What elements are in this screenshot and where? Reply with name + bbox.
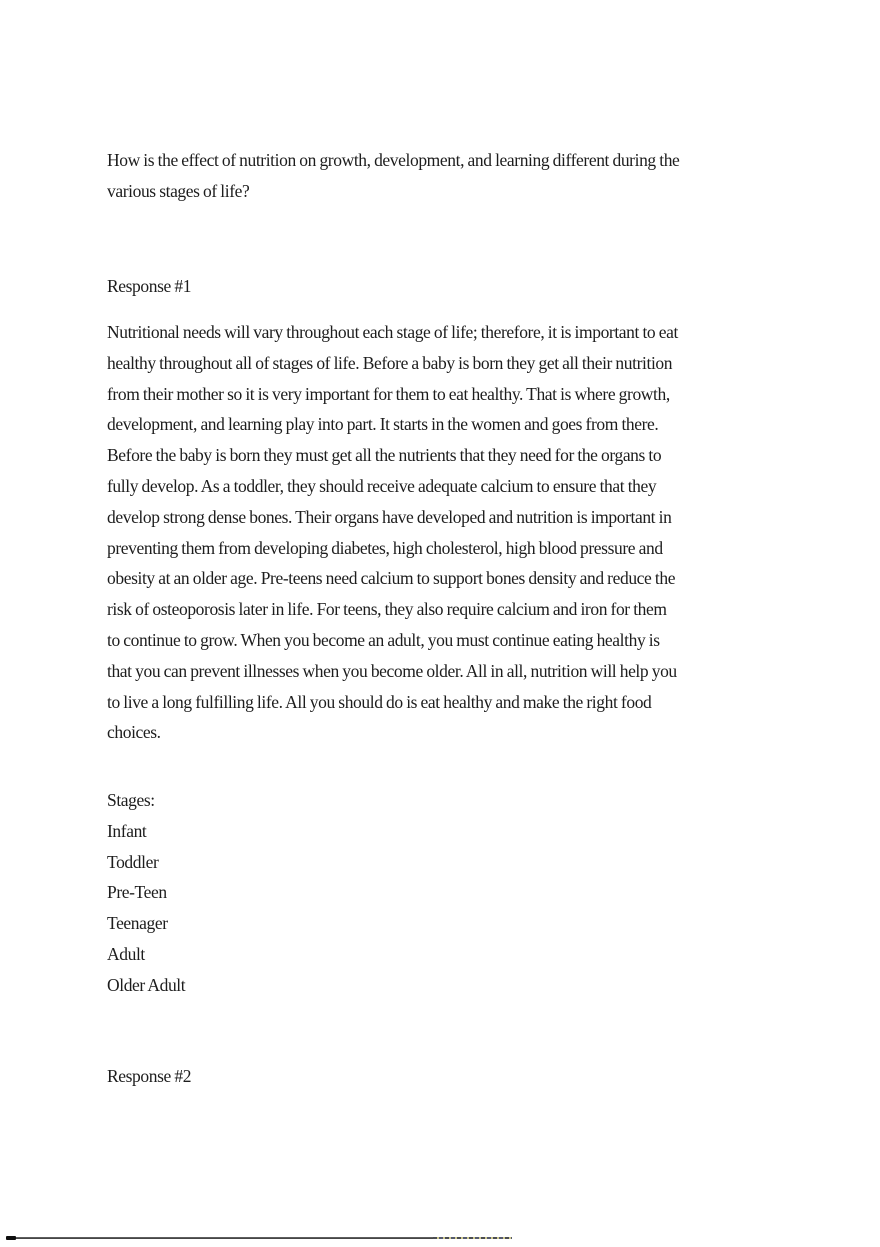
paragraph-line: develop strong dense bones. Their organs have developed and nutrition is important in [107,506,672,527]
stages-list [107,785,797,1001]
paragraph-line: healthy throughout all of stages of life. Before a baby is born they get all their nutrition [107,352,673,373]
paragraph-line: to live a long fulfilling life. All you should do is eat healthy and make the right food [107,691,652,712]
paragraph-line: to continue to grow. When you become an adult, you must continue eating healthy is [107,629,660,650]
paragraph-line: preventing them from developing diabetes, high cholesterol, high blood pressure and [107,537,663,558]
stage-item: Pre-Teen [107,882,167,903]
page-bottom-divider-cap [6,1236,16,1240]
stages-items [107,816,797,1001]
response-2-heading: Response #2 [107,1066,192,1086]
stage-item: Older Adult [107,974,186,995]
paragraph-line: risk of osteoporosis later in life. For teens, they also require calcium and iron for them [107,599,667,620]
stages-label: Stages: [107,790,155,810]
paragraph-line: that you can prevent illnesses when you become older. All in all, nutrition will help you [107,660,677,681]
response-1-paragraph [107,317,797,748]
paragraph-line: Nutritional needs will vary throughout each stage of life; therefore, it is important to eat [107,322,678,342]
response-1-heading: Response #1 [107,276,192,296]
paragraph-line: from their mother so it is very important for them to eat healthy. That is where growth, [107,383,670,404]
paragraph-line: choices. [107,722,161,743]
question-line: various stages of life? [107,180,250,201]
question-paragraph [107,145,797,207]
stage-item: Adult [107,943,145,964]
paragraph-line: obesity at an older age. Pre-teens need calcium to support bones density and reduce the [107,568,676,589]
page-bottom-divider-dashes [433,1237,512,1239]
question-line: How is the effect of nutrition on growth, development, and learning different during the [107,150,680,170]
stage-item: Toddler [107,851,159,872]
page-bottom-divider [7,1237,433,1239]
stage-item: Teenager [107,913,168,934]
paragraph-line: Before the baby is born they must get all the nutrients that they need for the organs to [107,445,662,466]
stage-item: Infant [107,820,147,841]
paragraph-line: fully develop. As a toddler, they should receive adequate calcium to ensure that they [107,475,657,496]
paragraph-line: development, and learning play into part. It starts in the women and goes from there. [107,414,659,435]
